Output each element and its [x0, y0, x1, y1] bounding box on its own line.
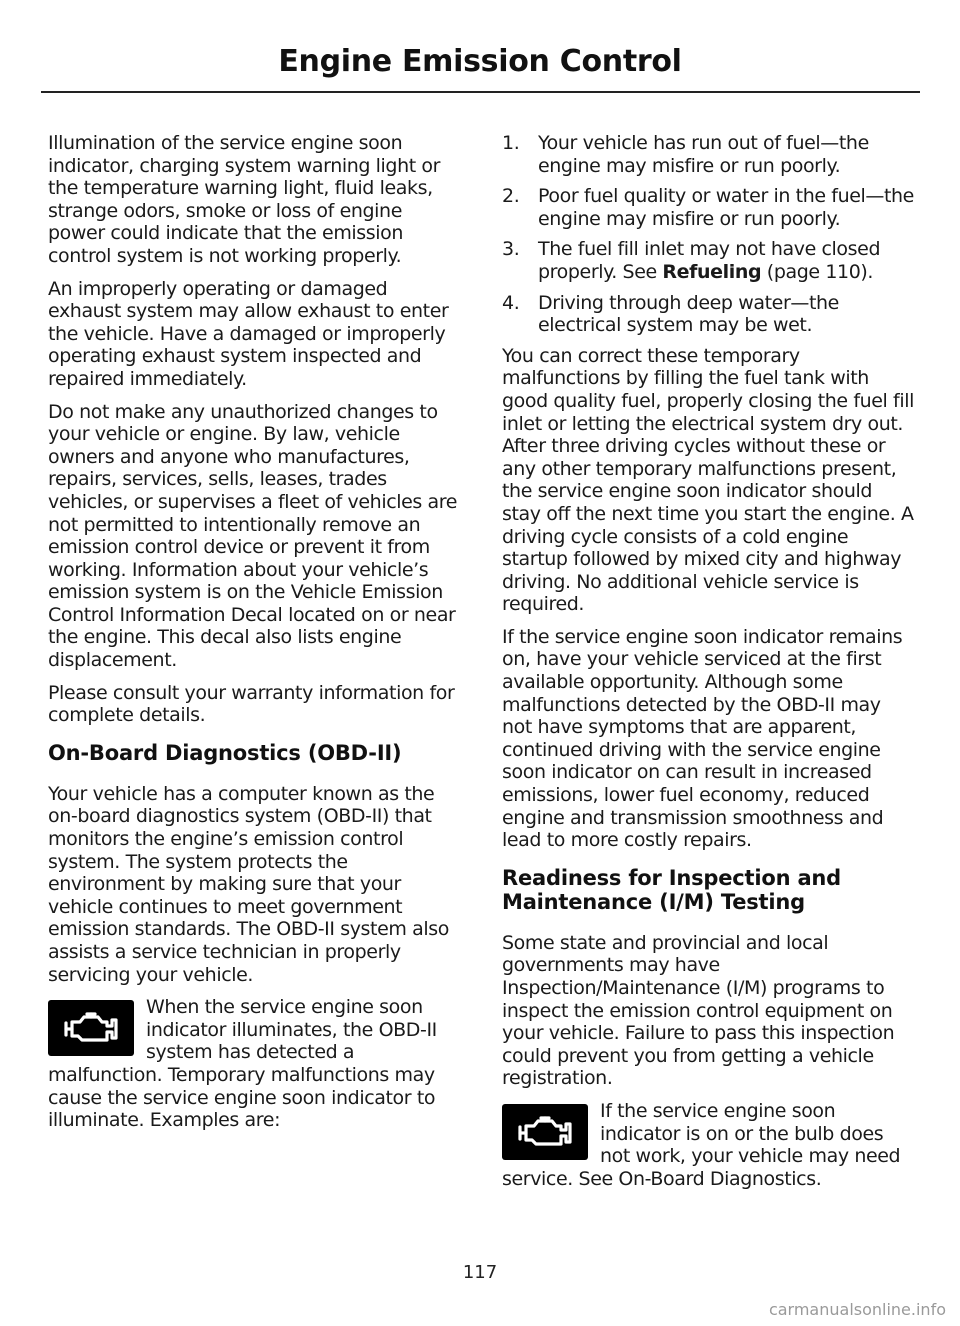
paragraph-illumination: Illumination of the service engine soon indicator, charging system warning light or the temperature warning light, fluid leaks, strange odors, smoke or loss of engine power could indicate that the emission control system is not working properly. [48, 132, 441, 267]
paragraph-im-programs: Some state and provincial and local governments may have Inspection/Maintenance (I/M) programs to inspect the emission control equipment on your vehicle. Failure to pass this inspection could prevent you from getting a vehicle registration. [502, 931, 895, 1090]
list-item-number: 4. [502, 291, 520, 314]
list-item-text: Poor fuel quality or water in the fuel—the engine may misfire or run poorly. [538, 185, 914, 230]
obd-indicator-block [48, 996, 460, 1142]
page-number: 117 [462, 1262, 498, 1283]
paragraph-bulb-service: If the service engine soon indicator is on or the bulb does not work, your vehicle may need service. See On-Board Diagnostics. [502, 1099, 901, 1190]
list-item-number: 3. [502, 238, 520, 261]
refueling-link[interactable]: Refueling [662, 260, 762, 283]
list-item-text-page-ref: (page 110). [761, 260, 874, 283]
section-heading-readiness: Readiness for Inspection and Maintenance (I/M) Testing [502, 865, 842, 914]
check-engine-icon [502, 1104, 588, 1160]
list-item-text: Your vehicle has run out of fuel—the engine may misfire or run poorly. [538, 132, 869, 177]
list-item-number: 1. [502, 132, 520, 154]
section-heading-obd: On-Board Diagnostics (OBD-II) [48, 740, 402, 765]
title-divider [41, 91, 920, 93]
list-item-text: The fuel fill inlet may not have closed properly. See [538, 238, 881, 283]
paragraph-warranty: Please consult your warranty information for complete details. [48, 681, 455, 727]
paragraph-exhaust: An improperly operating or damaged exhaust system may allow exhaust to enter the vehicle. Have a damaged or improperly operating exhaust system inspected and repaired immediately. [48, 277, 449, 390]
list-item [502, 185, 914, 230]
page-title: Engine Emission Control [278, 44, 682, 79]
paragraph-unauthorized-changes: Do not make any unauthorized changes to your vehicle or engine. By law, vehicle owners and anyone who manufactures, repairs, services, sells, leases, trades vehicles, or supervises a fleet of vehicles are not permitted to intentionally remove an emission control device or prevent it from working. Information about your vehicle’s emission system is on the Vehicle Emission Control Information Decal located on or near the engine. This decal also lists engine displacement. [48, 400, 458, 672]
paragraph-correct-malfunctions: You can correct these temporary malfunctions by filling the fuel tank with good quality fuel, properly closing the fuel fill inlet or letting the electrical system dry out. After three driving cycles without these or any other temporary malfunctions present, the service engine soon indicator should stay off the next time you start the engine. A driving cycle consists of a cold engine startup followed by mixed city and highway driving. No additional vehicle service is required. [502, 344, 914, 616]
list-item-number: 2. [502, 185, 520, 208]
paragraph-indicator-illuminates: When the service engine soon indicator illuminates, the OBD-II system has detected a malfunction. Temporary malfunctions may cause the service engine soon indicator to illuminate. Examples are: [48, 996, 437, 1132]
im-indicator-block [502, 1100, 914, 1200]
malfunction-examples-list [502, 132, 914, 337]
list-item [502, 238, 914, 283]
right-column [502, 132, 914, 1200]
paragraph-obd-intro: Your vehicle has a computer known as the on-board diagnostics system (OBD-II) that monitors the engine’s emission control system. The system protects the environment by making sure that your vehicle continues to meet government emission standards. The OBD-II system also assists a service technician in properly servicing your vehicle. [48, 782, 449, 986]
left-column [48, 132, 460, 1142]
watermark: carmanualsonline.info [768, 1300, 946, 1319]
paragraph-indicator-remains-on: If the service engine soon indicator remains on, have your vehicle serviced at the first available opportunity. Although some malfunctions detected by the OBD-II may not have symptoms that are apparent, continued driving with the service engine soon indicator on can result in increased emissions, lower fuel economy, reduced engine and transmission smoothness and lead to more costly repairs. [502, 625, 903, 852]
list-item [502, 292, 914, 337]
list-item-text: Driving through deep water—the electrical system may be wet. [538, 291, 839, 337]
list-item [502, 132, 914, 177]
check-engine-icon [48, 1000, 134, 1056]
